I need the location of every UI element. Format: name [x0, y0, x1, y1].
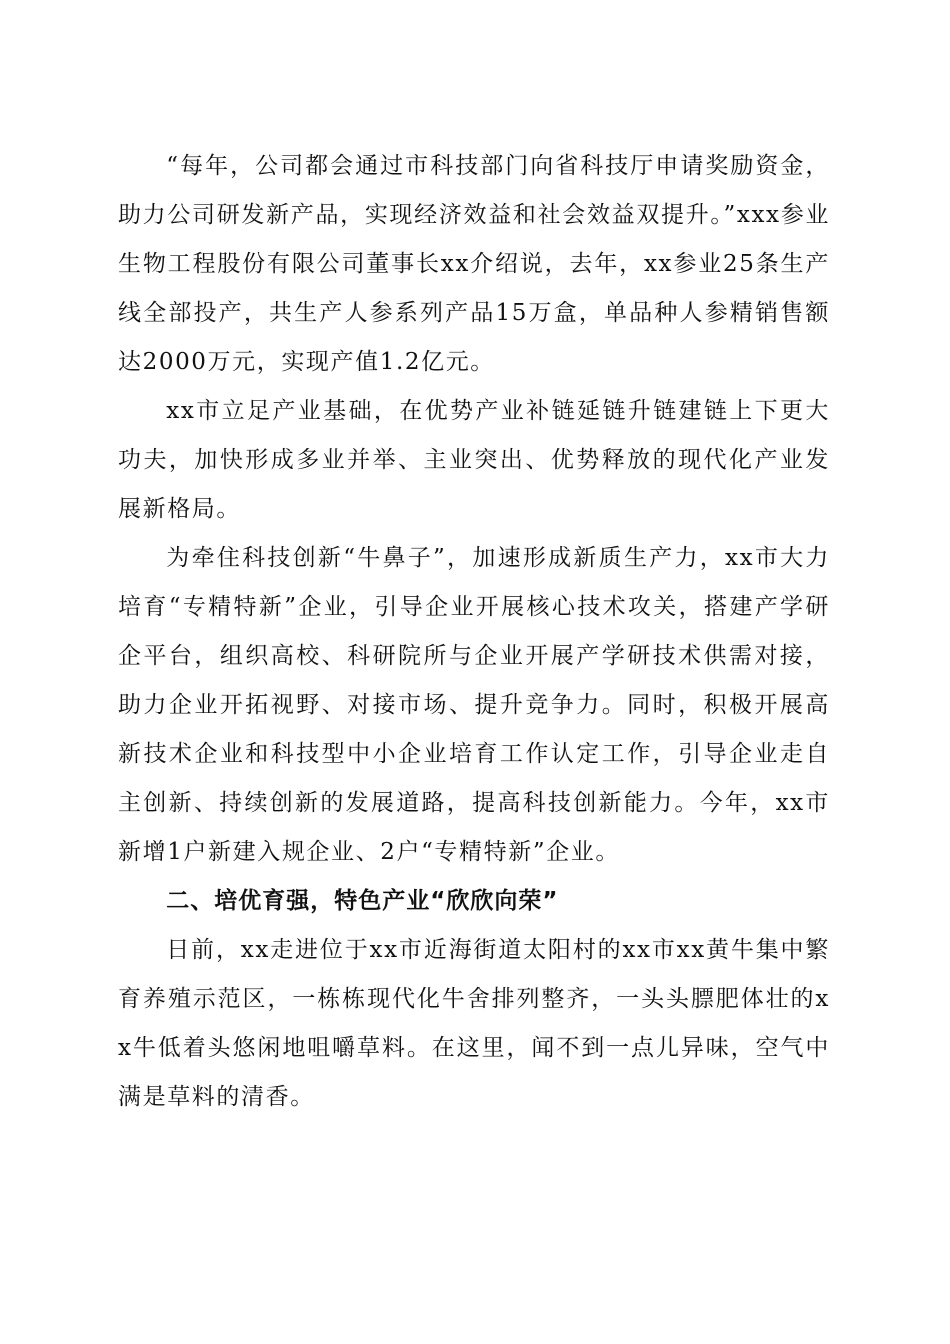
- paragraph-cattle-breeding: 日前，xx走进位于xx市近海街道太阳村的xx市xx黄牛集中繁育养殖示范区，一栋栋现代化牛舍排列整齐，一头头膘肥体壮的xx牛低着头悠闲地咀嚼草料。在这里，闻不到一点儿异味，空气中满是草料的清香。: [118, 937, 830, 1110]
- document-body: [118, 142, 830, 1122]
- paragraph-industry-foundation: xx市立足产业基础，在优势产业补链延链升链建链上下更大功夫，加快形成多业并举、主业突出、优势释放的现代化产业发展新格局。: [118, 398, 830, 522]
- section-heading: 二、培优育强，特色产业“欣欣向荣”: [166, 888, 559, 914]
- paragraph-chairman-quote: “每年，公司都会通过市科技部门向省科技厅申请奖励资金，助力公司研发新产品，实现经济效益和社会效益双提升。”xxx参业生物工程股份有限公司董事长xx介绍说，去年，xx参业25条生产线全部投产，共生产人参系列产品15万盒，单品种人参精销售额达2000万元，实现产值1.2亿元。: [118, 153, 830, 375]
- paragraph-tech-innovation: 为牵住科技创新“牛鼻子”，加速形成新质生产力，xx市大力培育“专精特新”企业，引导企业开展核心技术攻关，搭建产学研企平台，组织高校、科研院所与企业开展产学研技术供需对接，助力企业开拓视野、对接市场、提升竞争力。同时，积极开展高新技术企业和科技型中小企业培育工作认定工作，引导企业走自主创新、持续创新的发展道路，提高科技创新能力。今年，xx市新增1户新建入规企业、2户“专精特新”企业。: [118, 545, 830, 865]
